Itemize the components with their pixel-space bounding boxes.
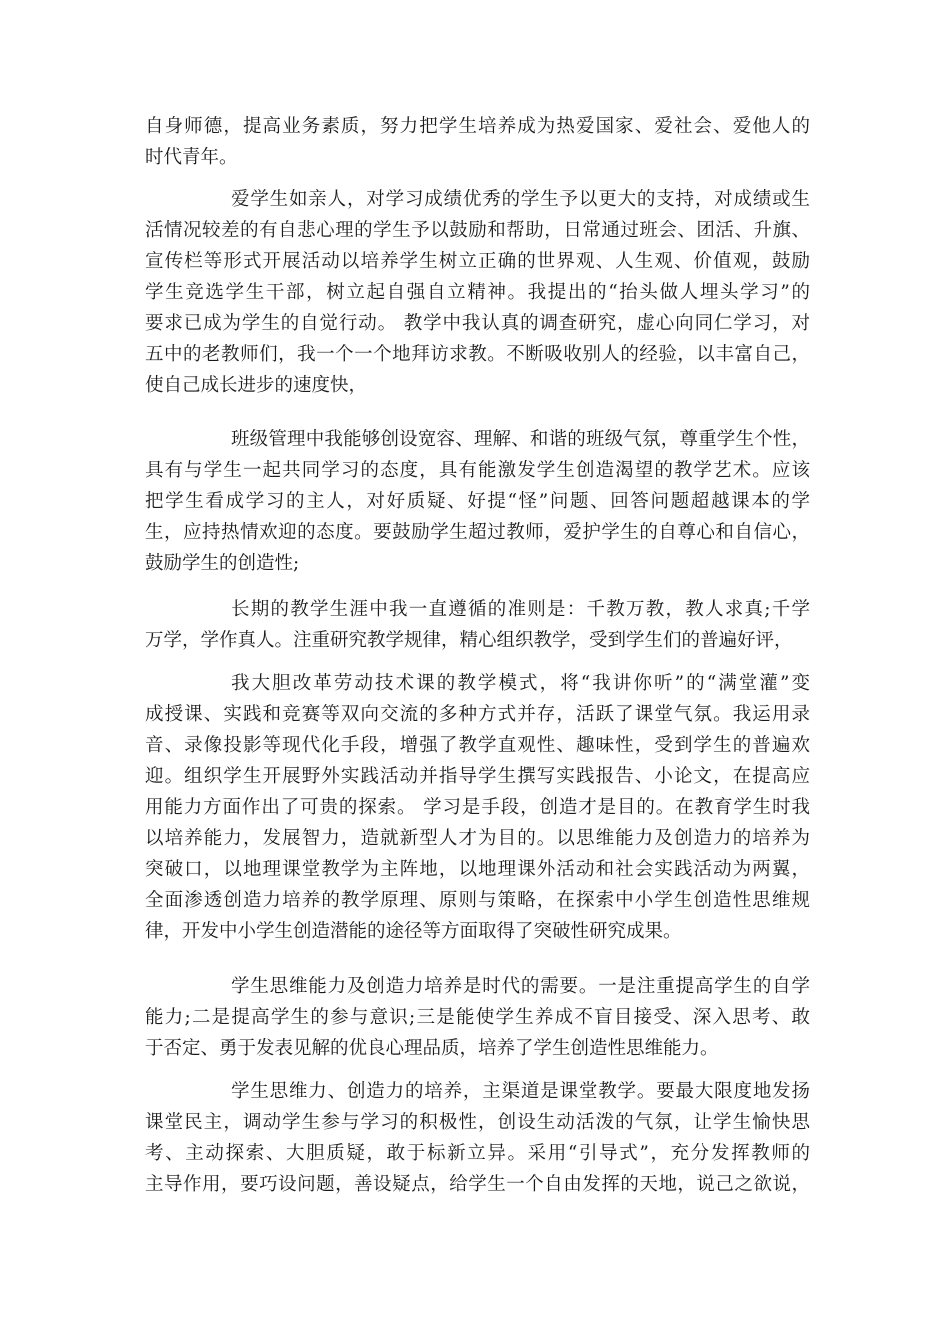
text-line: 万学，学作真人。注重研究教学规律，精心组织教学，受到学生们的普遍好评，: [145, 630, 793, 651]
text-line: 能力;二是提高学生的参与意识;三是能使学生养成不盲目接受、深入思考、敢: [145, 1007, 810, 1028]
text-line: 学生思维力、创造力的培养，主渠道是课堂教学。要最大限度地发扬: [231, 1081, 810, 1102]
text-line: 迎。组织学生开展野外实践活动并指导学生撰写实践报告、小论文，在提高应: [145, 766, 810, 787]
text-line: 全面渗透创造力培养的教学原理、原则与策略，在探索中小学生创造性思维规: [145, 890, 810, 911]
text-line: 时代青年。: [145, 147, 238, 168]
text-line: 主导作用，要巧设问题，善设疑点，给学生一个自由发挥的天地，说己之欲说，: [145, 1174, 810, 1195]
text-line: 具有与学生一起共同学习的态度，具有能激发学生创造渴望的教学艺术。应该: [145, 460, 810, 481]
paragraph-7: [145, 1076, 810, 1200]
text-line: 律，开发中小学生创造潜能的途径等方面取得了突破性研究成果。: [145, 921, 682, 942]
paragraph-1: [145, 111, 810, 173]
text-line: 爱学生如亲人，对学习成绩优秀的学生予以更大的支持，对成绩或生: [231, 189, 810, 210]
text-line: 学生思维能力及创造力培养是时代的需要。一是注重提高学生的自学: [231, 976, 810, 997]
text-line: 自身师德，提高业务素质，努力把学生培养成为热爱国家、爱社会、爱他人的: [145, 116, 810, 137]
text-line: 于否定、勇于发表见解的优良心理品质，培养了学生创造性思维能力。: [145, 1038, 719, 1059]
text-line: 班级管理中我能够创设宽容、理解、和谐的班级气氛，尊重学生个性，: [231, 429, 810, 450]
text-line: 学生竞选学生干部，树立起自强自立精神。我提出的“抬头做人埋头学习”的: [145, 282, 810, 303]
text-line: 突破口，以地理课堂教学为主阵地，以地理课外活动和社会实践活动为两翼，: [145, 859, 810, 880]
text-line: 五中的老教师们，我一个一个地拜访求教。不断吸收别人的经验，以丰富自己，: [145, 344, 810, 365]
text-line: 课堂民主，调动学生参与学习的积极性，创设生动活泼的气氛，让学生愉快思: [145, 1112, 810, 1133]
paragraph-3: [145, 424, 810, 579]
paragraph-5: [145, 668, 810, 947]
text-line: 要求已成为学生的自觉行动。 教学中我认真的调查研究，虚心向同仁学习，对: [145, 313, 810, 334]
text-line: 用能力方面作出了可贵的探索。 学习是手段，创造才是目的。在教育学生时我: [145, 797, 810, 818]
text-line: 考、主动探索、大胆质疑，敢于标新立异。采用“引导式”，充分发挥教师的: [145, 1143, 810, 1164]
text-line: 把学生看成学习的主人，对好质疑、好提“怪”问题、回答问题超越课本的学: [145, 491, 810, 512]
text-line: 宣传栏等形式开展活动以培养学生树立正确的世界观、人生观、价值观，鼓励: [145, 251, 810, 272]
text-line: 成授课、实践和竞赛等双向交流的多种方式并存，活跃了课堂气氛。我运用录: [145, 704, 810, 725]
paragraph-4: [145, 594, 810, 656]
paragraph-6: [145, 971, 810, 1064]
text-line: 使自己成长进步的速度快，: [145, 375, 368, 396]
text-line: 以培养能力，发展智力，造就新型人才为目的。以思维能力及创造力的培养为: [145, 828, 810, 849]
paragraph-2: [145, 184, 810, 401]
text-line: 长期的教学生涯中我一直遵循的准则是：千教万教，教人求真;千学: [231, 599, 810, 620]
text-line: 鼓励学生的创造性;: [145, 553, 300, 574]
text-line: 音、录像投影等现代化手段，增强了教学直观性、趣味性，受到学生的普遍欢: [145, 735, 810, 756]
text-line: 生，应持热情欢迎的态度。要鼓励学生超过教师，爱护学生的自尊心和自信心，: [145, 522, 810, 543]
text-line: 我大胆改革劳动技术课的教学模式，将“我讲你听”的“满堂灌”变: [231, 673, 810, 694]
text-line: 活情况较差的有自悲心理的学生予以鼓励和帮助，日常通过班会、团活、升旗、: [145, 220, 810, 241]
